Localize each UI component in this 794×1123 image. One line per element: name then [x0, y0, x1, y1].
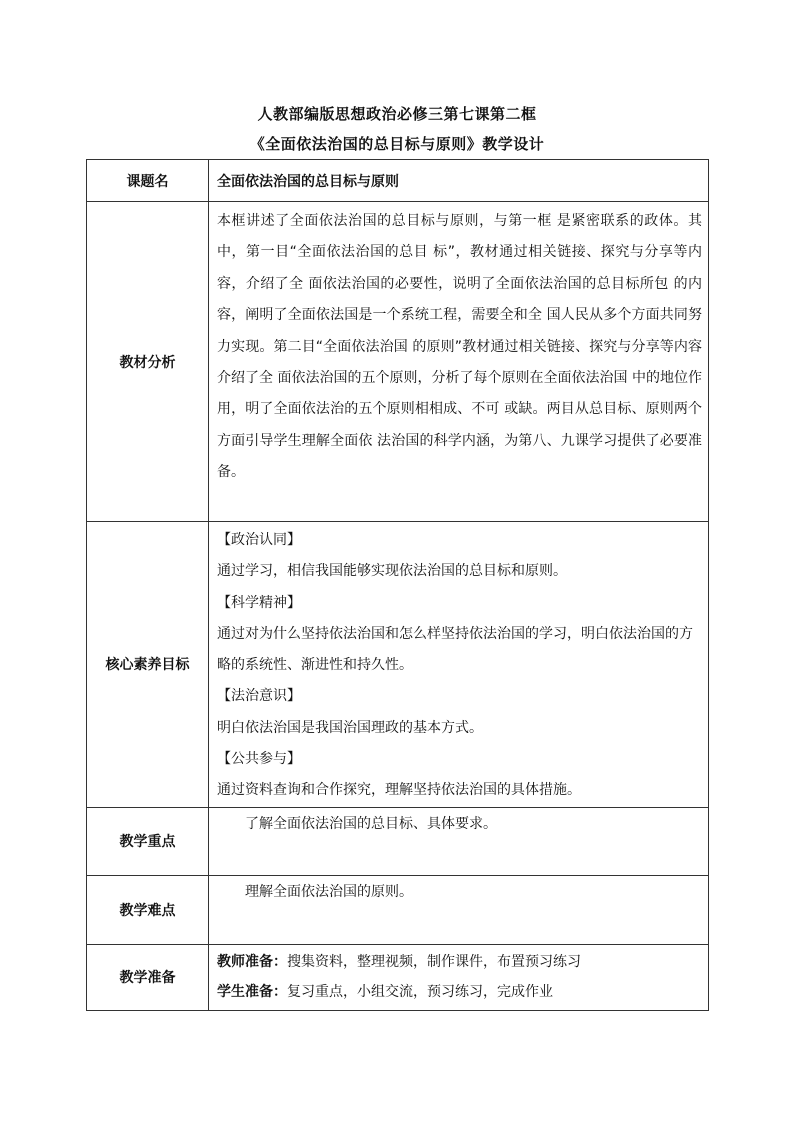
topic-value: 全面依法治国的总目标与原则: [209, 160, 709, 202]
student-preparation-text: 复习重点，小组交流，预习练习，完成作业: [287, 983, 553, 1000]
literacy-heading-law: 【法治意识】: [217, 688, 301, 705]
literacy-content: [209, 522, 709, 808]
topic-label: 课题名: [87, 160, 209, 202]
table-row: [87, 522, 709, 808]
difficulties-text: 理解全面依法治国的原则。: [209, 875, 709, 944]
table-row: [87, 875, 709, 944]
table-row: [87, 202, 709, 522]
analysis-label: 教材分析: [87, 202, 209, 522]
key-points-label: 教学重点: [87, 807, 209, 875]
preparation-label: 教学准备: [87, 944, 209, 1010]
difficulties-label: 教学难点: [87, 875, 209, 944]
table-row: [87, 160, 709, 202]
literacy-heading-public: 【公共参与】: [217, 751, 301, 768]
document-title-line2: 《全面依法治国的总目标与原则》教学设计: [249, 135, 545, 153]
document-title-line1: 人教部编版思想政治必修三第七课第二框: [257, 105, 537, 123]
literacy-text-science: 通过对为什么坚持依法治国和怎么样坚持依法治国的学习，明白依法治国的方略的系统性、渐进性和持久性。: [217, 625, 693, 674]
teacher-preparation-label: 教师准备：: [217, 953, 287, 970]
literacy-text-political: 通过学习，相信我国能够实现依法治国的总目标和原则。: [217, 563, 567, 580]
student-preparation: [217, 977, 708, 1007]
lesson-plan-table: [86, 159, 709, 1011]
key-points-text: 了解全面依法治国的总目标、具体要求。: [209, 807, 709, 875]
literacy-heading-science: 【科学精神】: [217, 594, 301, 611]
literacy-text-law: 明白依法治国是我国治国理政的基本方式。: [217, 719, 483, 736]
table-row: [87, 807, 709, 875]
literacy-text-public: 通过资料查询和合作探究，理解坚持依法治国的具体措施。: [217, 782, 581, 799]
student-preparation-label: 学生准备：: [217, 983, 287, 1000]
preparation-content: [209, 944, 709, 1010]
table-row: [87, 944, 709, 1010]
literacy-label: 核心素养目标: [87, 522, 209, 808]
teacher-preparation: [217, 947, 708, 977]
literacy-heading-political: 【政治认同】: [217, 532, 301, 548]
analysis-text: 本框讲述了全面依法治国的总目标与原则，与第一框 是紧密联系的政体。其中，第一目“全面依法治国的总目 标”，教材通过相关链接、探究与分享等内容，介绍了全 面依法治国的必要性，说明了全面依法治国的总目标所包 的内容，阐明了全面依法国是一个系统工程，需要全和全 国人民从多个方面共同努力实现。第二目“全面依法治国 的原则”教材通过相关链接、探究与分享等内容介绍了全 面依法治国的五个原则，分析了每个原则在全面依法治国 中的地位作用，明了全面依法治的五个原则相相成、不可 或缺。两目从总目标、原则两个方面引导学生理解全面依 法治国的科学内涵，为第八、九课学习提供了必要准备。: [209, 202, 709, 522]
teacher-preparation-text: 搜集资料，整理视频，制作课件，布置预习练习: [287, 953, 581, 970]
